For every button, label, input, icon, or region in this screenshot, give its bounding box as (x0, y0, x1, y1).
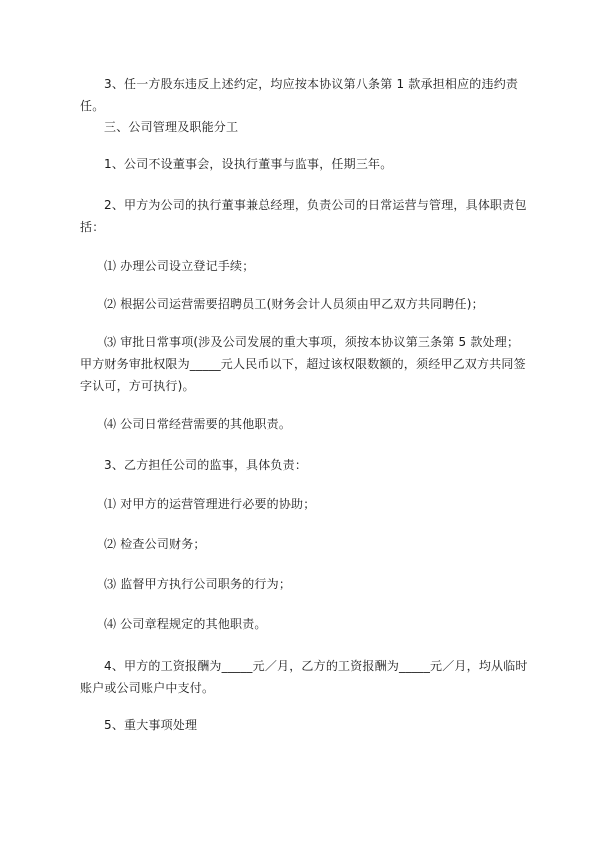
duty-a-4-other: ⑷ 公司日常经营需要的其他职责。 (104, 417, 292, 431)
section-heading-management: 三、公司管理及职能分工 (104, 120, 239, 134)
clause-1-no-board: 1、公司不设董事会，设执行董事与监事，任期三年。 (104, 157, 393, 171)
clause-3-party-b-supervisor: 3、乙方担任公司的监事，具体负责： (104, 458, 308, 472)
duty-b-2-audit: ⑵ 检查公司财务； (104, 537, 206, 551)
duty-b-4-other: ⑷ 公司章程规定的其他职责。 (104, 617, 267, 631)
clause-3-breach-liability: 3、任一方股东违反上述约定，均应按本协议第八条第 1 款承担相应的违约责任。 (80, 77, 519, 113)
duty-b-1-assist: ⑴ 对甲方的运营管理进行必要的协助； (104, 497, 316, 511)
duty-a-1-registration: ⑴ 办理公司设立登记手续； (104, 259, 255, 273)
clause-4-salary: 4、甲方的工资报酬为_____元／月，乙方的工资报酬为_____元／月，均从临时账户或公司账户中支付。 (80, 659, 528, 695)
duty-a-3-approval: ⑶ 审批日常事项(涉及公司发展的重大事项，须按本协议第三条第 5 款处理；甲方财务审批权限为_____元人民币以下，超过该权限数额的，须经甲乙双方共同签字认可，方可执行)。 (80, 335, 526, 393)
clause-2-party-a-duties: 2、甲方为公司的执行董事兼总经理，负责公司的日常运营与管理，具体职责包括： (80, 198, 527, 234)
duty-b-3-supervise: ⑶ 监督甲方执行公司职务的行为； (104, 577, 292, 591)
clause-5-major-matters: 5、重大事项处理 (104, 718, 198, 732)
duty-a-2-recruitment: ⑵ 根据公司运营需要招聘员工(财务会计人员须由甲乙双方共同聘任)； (104, 297, 484, 311)
